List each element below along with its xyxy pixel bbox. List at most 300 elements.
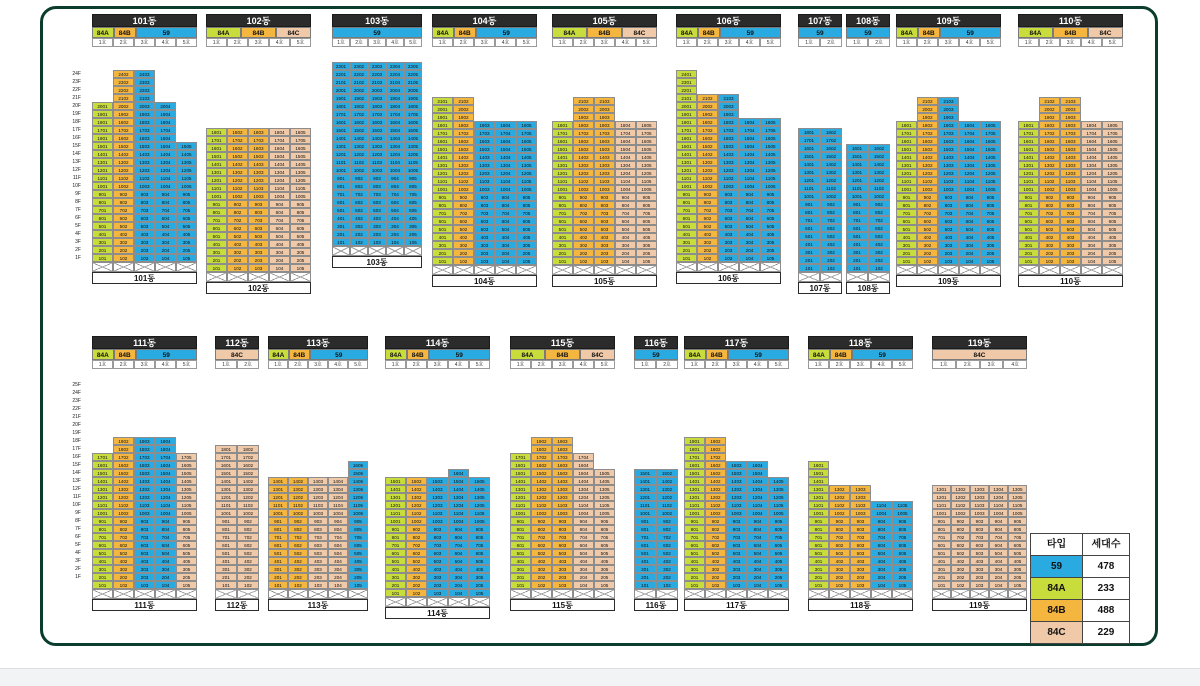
unit-cell[interactable]: 1703 bbox=[718, 126, 739, 134]
unit-cell[interactable]: 1501 bbox=[798, 152, 820, 160]
unit-cell[interactable]: 1002 bbox=[350, 166, 368, 174]
unit-cell[interactable]: 201 bbox=[510, 573, 531, 581]
unit-cell[interactable]: 1301 bbox=[92, 158, 113, 166]
unit-cell[interactable]: 603 bbox=[594, 217, 615, 225]
unit-cell[interactable]: 1404 bbox=[495, 153, 516, 161]
unit-cell[interactable]: 402 bbox=[917, 233, 938, 241]
unit-cell[interactable]: 1502 bbox=[227, 152, 248, 160]
unit-cell[interactable]: 1104 bbox=[739, 174, 760, 182]
unit-cell[interactable]: 1304 bbox=[448, 493, 469, 501]
unit-cell[interactable]: 904 bbox=[747, 517, 768, 525]
unit-cell[interactable]: 1502 bbox=[705, 469, 726, 477]
unit-cell[interactable]: 1801 bbox=[332, 102, 350, 110]
unit-cell[interactable]: 1704 bbox=[495, 129, 516, 137]
unit-cell[interactable]: 501 bbox=[798, 232, 820, 240]
unit-cell[interactable]: 1705 bbox=[404, 110, 422, 118]
unit-cell[interactable]: 2102 bbox=[917, 97, 938, 105]
unit-cell[interactable]: 802 bbox=[868, 208, 890, 216]
unit-cell[interactable]: 501 bbox=[332, 206, 350, 214]
unit-cell[interactable]: 304 bbox=[495, 241, 516, 249]
unit-cell[interactable]: 805 bbox=[469, 533, 490, 541]
unit-cell[interactable]: 1104 bbox=[573, 501, 594, 509]
unit-cell[interactable]: 802 bbox=[705, 525, 726, 533]
unit-cell[interactable]: 304 bbox=[747, 565, 768, 573]
unit-cell[interactable]: 503 bbox=[726, 549, 747, 557]
unit-cell[interactable]: 104 bbox=[739, 254, 760, 262]
unit-cell[interactable]: 301 bbox=[808, 565, 829, 573]
unit-cell[interactable]: 605 bbox=[176, 214, 197, 222]
unit-cell[interactable]: 803 bbox=[427, 533, 448, 541]
unit-cell[interactable]: 804 bbox=[495, 201, 516, 209]
unit-cell[interactable]: 1701 bbox=[206, 136, 227, 144]
unit-cell[interactable]: 702 bbox=[1039, 209, 1060, 217]
unit-cell[interactable]: 504 bbox=[747, 549, 768, 557]
unit-cell[interactable]: 1204 bbox=[328, 493, 348, 501]
unit-cell[interactable]: 805 bbox=[516, 201, 537, 209]
unit-cell[interactable]: 1104 bbox=[495, 177, 516, 185]
unit-cell[interactable]: 502 bbox=[917, 225, 938, 233]
unit-cell[interactable]: 803 bbox=[938, 201, 959, 209]
unit-cell[interactable]: 801 bbox=[215, 525, 237, 533]
unit-cell[interactable]: 1602 bbox=[868, 144, 890, 152]
unit-cell[interactable]: 1002 bbox=[237, 509, 259, 517]
unit-cell[interactable]: 403 bbox=[427, 565, 448, 573]
unit-cell[interactable]: 305 bbox=[469, 573, 490, 581]
unit-cell[interactable]: 1604 bbox=[573, 461, 594, 469]
unit-cell[interactable]: 301 bbox=[510, 565, 531, 573]
unit-cell[interactable]: 1204 bbox=[739, 166, 760, 174]
unit-cell[interactable]: 703 bbox=[368, 190, 386, 198]
unit-cell[interactable]: 802 bbox=[1039, 201, 1060, 209]
unit-cell[interactable]: 204 bbox=[615, 249, 636, 257]
unit-cell[interactable]: 1104 bbox=[615, 177, 636, 185]
unit-cell[interactable]: 103 bbox=[474, 257, 495, 265]
unit-cell[interactable]: 1303 bbox=[938, 161, 959, 169]
unit-cell[interactable]: 1201 bbox=[215, 493, 237, 501]
unit-cell[interactable]: 1304 bbox=[155, 485, 176, 493]
unit-cell[interactable]: 504 bbox=[1081, 225, 1102, 233]
unit-cell[interactable]: 1302 bbox=[1039, 161, 1060, 169]
unit-cell[interactable]: 801 bbox=[798, 208, 820, 216]
unit-cell[interactable]: 1603 bbox=[474, 137, 495, 145]
unit-cell[interactable]: 1304 bbox=[747, 485, 768, 493]
unit-cell[interactable]: 704 bbox=[573, 533, 594, 541]
unit-cell[interactable]: 103 bbox=[594, 257, 615, 265]
unit-cell[interactable]: 1704 bbox=[1081, 129, 1102, 137]
unit-cell[interactable]: 904 bbox=[871, 517, 892, 525]
unit-cell[interactable]: 304 bbox=[573, 565, 594, 573]
unit-cell[interactable]: 1003 bbox=[850, 509, 871, 517]
unit-cell[interactable]: 203 bbox=[718, 246, 739, 254]
unit-cell[interactable]: 904 bbox=[155, 190, 176, 198]
unit-cell[interactable]: 901 bbox=[808, 517, 829, 525]
unit-cell[interactable]: 1702 bbox=[705, 453, 726, 461]
unit-cell[interactable]: 702 bbox=[697, 206, 718, 214]
unit-cell[interactable]: 1205 bbox=[348, 493, 368, 501]
unit-cell[interactable]: 801 bbox=[846, 208, 868, 216]
unit-cell[interactable]: 1803 bbox=[552, 445, 573, 453]
unit-cell[interactable]: 1803 bbox=[248, 128, 269, 136]
unit-cell[interactable]: 302 bbox=[829, 565, 850, 573]
unit-cell[interactable]: 404 bbox=[739, 230, 760, 238]
unit-cell[interactable]: 1102 bbox=[868, 184, 890, 192]
unit-cell[interactable]: 902 bbox=[829, 517, 850, 525]
unit-cell[interactable]: 1701 bbox=[896, 129, 917, 137]
unit-cell[interactable]: 501 bbox=[215, 549, 237, 557]
unit-cell[interactable]: 803 bbox=[1060, 201, 1081, 209]
unit-cell[interactable]: 1803 bbox=[718, 118, 739, 126]
unit-cell[interactable]: 501 bbox=[1018, 225, 1039, 233]
unit-cell[interactable]: 102 bbox=[705, 581, 726, 589]
unit-cell[interactable]: 1602 bbox=[1039, 137, 1060, 145]
unit-cell[interactable]: 403 bbox=[718, 230, 739, 238]
unit-cell[interactable]: 401 bbox=[332, 214, 350, 222]
unit-cell[interactable]: 904 bbox=[495, 193, 516, 201]
unit-cell[interactable]: 1101 bbox=[846, 184, 868, 192]
unit-cell[interactable]: 404 bbox=[495, 233, 516, 241]
unit-cell[interactable]: 1001 bbox=[206, 192, 227, 200]
unit-cell[interactable]: 1804 bbox=[959, 121, 980, 129]
unit-cell[interactable]: 901 bbox=[846, 200, 868, 208]
unit-cell[interactable]: 1201 bbox=[634, 493, 656, 501]
unit-cell[interactable]: 302 bbox=[288, 565, 308, 573]
unit-cell[interactable]: 1802 bbox=[113, 445, 134, 453]
unit-cell[interactable]: 1202 bbox=[406, 501, 427, 509]
unit-cell[interactable]: 401 bbox=[206, 240, 227, 248]
unit-cell[interactable]: 1801 bbox=[676, 118, 697, 126]
unit-cell[interactable]: 2403 bbox=[134, 70, 155, 78]
building-footer-label[interactable]: 112동 bbox=[215, 599, 259, 611]
unit-cell[interactable]: 1802 bbox=[453, 121, 474, 129]
unit-cell[interactable]: 1004 bbox=[1081, 185, 1102, 193]
unit-cell[interactable]: 1703 bbox=[552, 453, 573, 461]
unit-cell[interactable]: 502 bbox=[406, 557, 427, 565]
unit-cell[interactable]: 605 bbox=[768, 541, 789, 549]
unit-cell[interactable]: 1301 bbox=[268, 485, 288, 493]
unit-cell[interactable]: 1201 bbox=[332, 150, 350, 158]
unit-cell[interactable]: 204 bbox=[739, 246, 760, 254]
unit-cell[interactable]: 802 bbox=[113, 198, 134, 206]
unit-cell[interactable]: 202 bbox=[113, 573, 134, 581]
unit-cell[interactable]: 601 bbox=[510, 541, 531, 549]
unit-cell[interactable]: 1005 bbox=[516, 185, 537, 193]
unit-cell[interactable]: 1803 bbox=[134, 445, 155, 453]
unit-cell[interactable]: 1603 bbox=[938, 137, 959, 145]
unit-cell[interactable]: 1205 bbox=[1008, 493, 1027, 501]
unit-cell[interactable]: 2103 bbox=[1060, 97, 1081, 105]
unit-cell[interactable]: 1402 bbox=[697, 150, 718, 158]
unit-cell[interactable]: 1601 bbox=[896, 137, 917, 145]
unit-cell[interactable]: 402 bbox=[573, 233, 594, 241]
unit-cell[interactable]: 202 bbox=[705, 573, 726, 581]
unit-cell[interactable]: 1503 bbox=[726, 469, 747, 477]
unit-cell[interactable]: 102 bbox=[656, 581, 678, 589]
unit-cell[interactable]: 2103 bbox=[938, 97, 959, 105]
unit-cell[interactable]: 705 bbox=[176, 206, 197, 214]
unit-cell[interactable]: 1001 bbox=[896, 185, 917, 193]
unit-cell[interactable]: 604 bbox=[495, 217, 516, 225]
unit-cell[interactable]: 1101 bbox=[798, 184, 820, 192]
unit-cell[interactable]: 1005 bbox=[1008, 509, 1027, 517]
unit-cell[interactable]: 1902 bbox=[1039, 113, 1060, 121]
unit-cell[interactable]: 1201 bbox=[268, 493, 288, 501]
unit-cell[interactable]: 403 bbox=[970, 557, 989, 565]
unit-cell[interactable]: 1802 bbox=[820, 128, 842, 136]
building-title[interactable]: 109동 bbox=[896, 14, 1001, 27]
unit-cell[interactable]: 504 bbox=[739, 222, 760, 230]
unit-cell[interactable]: 605 bbox=[1008, 541, 1027, 549]
unit-cell[interactable]: 1303 bbox=[427, 493, 448, 501]
unit-cell[interactable]: 1501 bbox=[92, 469, 113, 477]
unit-cell[interactable]: 1703 bbox=[594, 129, 615, 137]
unit-cell[interactable]: 1505 bbox=[469, 477, 490, 485]
unit-cell[interactable]: 103 bbox=[718, 254, 739, 262]
unit-cell[interactable]: 1201 bbox=[684, 493, 705, 501]
unit-cell[interactable]: 1301 bbox=[385, 493, 406, 501]
unit-cell[interactable]: 1702 bbox=[573, 129, 594, 137]
unit-cell[interactable]: 104 bbox=[615, 257, 636, 265]
unit-cell[interactable]: 105 bbox=[469, 589, 490, 597]
unit-cell[interactable]: 1002 bbox=[868, 192, 890, 200]
unit-cell[interactable]: 603 bbox=[850, 541, 871, 549]
unit-cell[interactable]: 704 bbox=[155, 533, 176, 541]
unit-cell[interactable]: 705 bbox=[594, 533, 615, 541]
unit-cell[interactable]: 1502 bbox=[237, 469, 259, 477]
unit-cell[interactable]: 102 bbox=[1039, 257, 1060, 265]
unit-cell[interactable]: 1201 bbox=[552, 169, 573, 177]
unit-cell[interactable]: 501 bbox=[846, 232, 868, 240]
unit-cell[interactable]: 603 bbox=[552, 541, 573, 549]
unit-cell[interactable]: 1103 bbox=[427, 509, 448, 517]
unit-cell[interactable]: 201 bbox=[215, 573, 237, 581]
unit-cell[interactable]: 1701 bbox=[798, 136, 820, 144]
unit-cell[interactable]: 1705 bbox=[636, 129, 657, 137]
unit-cell[interactable]: 1103 bbox=[474, 177, 495, 185]
unit-cell[interactable]: 1002 bbox=[829, 509, 850, 517]
unit-cell[interactable]: 1101 bbox=[808, 501, 829, 509]
unit-cell[interactable]: 1105 bbox=[176, 174, 197, 182]
unit-cell[interactable]: 1604 bbox=[155, 461, 176, 469]
unit-cell[interactable]: 1202 bbox=[113, 493, 134, 501]
unit-cell[interactable]: 1605 bbox=[1102, 137, 1123, 145]
unit-cell[interactable]: 1301 bbox=[676, 158, 697, 166]
unit-cell[interactable]: 1302 bbox=[705, 485, 726, 493]
unit-cell[interactable]: 1603 bbox=[368, 118, 386, 126]
unit-cell[interactable]: 604 bbox=[386, 198, 404, 206]
unit-cell[interactable]: 202 bbox=[406, 581, 427, 589]
unit-cell[interactable]: 1001 bbox=[510, 509, 531, 517]
unit-cell[interactable]: 1204 bbox=[959, 169, 980, 177]
unit-cell[interactable]: 501 bbox=[896, 225, 917, 233]
unit-cell[interactable]: 1801 bbox=[1018, 121, 1039, 129]
unit-cell[interactable]: 802 bbox=[288, 525, 308, 533]
unit-cell[interactable]: 1203 bbox=[726, 493, 747, 501]
unit-cell[interactable]: 1004 bbox=[448, 517, 469, 525]
unit-cell[interactable]: 2003 bbox=[134, 102, 155, 110]
unit-cell[interactable]: 1003 bbox=[552, 509, 573, 517]
unit-cell[interactable]: 502 bbox=[829, 549, 850, 557]
unit-cell[interactable]: 1704 bbox=[959, 129, 980, 137]
unit-cell[interactable]: 705 bbox=[1102, 209, 1123, 217]
unit-cell[interactable]: 503 bbox=[850, 549, 871, 557]
unit-cell[interactable]: 505 bbox=[594, 549, 615, 557]
unit-cell[interactable]: 1003 bbox=[368, 166, 386, 174]
unit-cell[interactable]: 305 bbox=[1102, 241, 1123, 249]
unit-cell[interactable]: 301 bbox=[92, 565, 113, 573]
unit-cell[interactable]: 2003 bbox=[594, 105, 615, 113]
unit-cell[interactable]: 1305 bbox=[469, 493, 490, 501]
unit-cell[interactable]: 903 bbox=[938, 193, 959, 201]
unit-cell[interactable]: 1301 bbox=[92, 485, 113, 493]
unit-cell[interactable]: 1405 bbox=[348, 477, 368, 485]
unit-cell[interactable]: 1001 bbox=[92, 182, 113, 190]
unit-cell[interactable]: 1403 bbox=[134, 150, 155, 158]
building-footer-label[interactable]: 104동 bbox=[432, 275, 537, 287]
unit-cell[interactable]: 1302 bbox=[237, 485, 259, 493]
unit-cell[interactable]: 301 bbox=[268, 565, 288, 573]
unit-cell[interactable]: 1901 bbox=[676, 110, 697, 118]
unit-cell[interactable]: 1102 bbox=[350, 158, 368, 166]
unit-cell[interactable]: 1505 bbox=[176, 142, 197, 150]
unit-cell[interactable]: 802 bbox=[829, 525, 850, 533]
unit-cell[interactable]: 1105 bbox=[1102, 177, 1123, 185]
unit-cell[interactable]: 403 bbox=[938, 233, 959, 241]
unit-cell[interactable]: 1204 bbox=[495, 169, 516, 177]
unit-cell[interactable]: 1305 bbox=[348, 485, 368, 493]
unit-cell[interactable]: 1501 bbox=[684, 469, 705, 477]
unit-cell[interactable]: 905 bbox=[290, 200, 311, 208]
unit-cell[interactable]: 403 bbox=[1060, 233, 1081, 241]
unit-cell[interactable]: 401 bbox=[798, 240, 820, 248]
unit-cell[interactable]: 1505 bbox=[516, 145, 537, 153]
unit-cell[interactable]: 501 bbox=[432, 225, 453, 233]
unit-cell[interactable]: 501 bbox=[634, 549, 656, 557]
unit-cell[interactable]: 201 bbox=[1018, 249, 1039, 257]
unit-cell[interactable]: 805 bbox=[176, 525, 197, 533]
unit-cell[interactable]: 1004 bbox=[959, 185, 980, 193]
unit-cell[interactable]: 1503 bbox=[368, 126, 386, 134]
unit-cell[interactable]: 404 bbox=[328, 557, 348, 565]
unit-cell[interactable]: 1202 bbox=[1039, 169, 1060, 177]
unit-cell[interactable]: 1801 bbox=[684, 445, 705, 453]
unit-cell[interactable]: 1002 bbox=[113, 509, 134, 517]
unit-cell[interactable]: 101 bbox=[432, 257, 453, 265]
unit-cell[interactable]: 1301 bbox=[432, 161, 453, 169]
unit-cell[interactable]: 204 bbox=[573, 573, 594, 581]
unit-cell[interactable]: 303 bbox=[427, 573, 448, 581]
unit-cell[interactable]: 504 bbox=[959, 225, 980, 233]
unit-cell[interactable]: 1302 bbox=[820, 168, 842, 176]
unit-cell[interactable]: 1503 bbox=[427, 477, 448, 485]
unit-cell[interactable]: 505 bbox=[768, 549, 789, 557]
unit-cell[interactable]: 403 bbox=[368, 214, 386, 222]
unit-cell[interactable]: 1403 bbox=[718, 150, 739, 158]
unit-cell[interactable]: 201 bbox=[432, 249, 453, 257]
unit-cell[interactable]: 1103 bbox=[134, 501, 155, 509]
unit-cell[interactable]: 804 bbox=[747, 525, 768, 533]
unit-cell[interactable]: 2001 bbox=[676, 102, 697, 110]
unit-cell[interactable]: 705 bbox=[980, 209, 1001, 217]
unit-cell[interactable]: 604 bbox=[871, 541, 892, 549]
unit-cell[interactable]: 904 bbox=[155, 517, 176, 525]
unit-cell[interactable]: 905 bbox=[176, 190, 197, 198]
unit-cell[interactable]: 1404 bbox=[739, 150, 760, 158]
unit-cell[interactable]: 1405 bbox=[636, 153, 657, 161]
unit-cell[interactable]: 604 bbox=[959, 217, 980, 225]
unit-cell[interactable]: 102 bbox=[573, 257, 594, 265]
unit-cell[interactable]: 402 bbox=[705, 557, 726, 565]
unit-cell[interactable]: 2002 bbox=[453, 105, 474, 113]
unit-cell[interactable]: 304 bbox=[739, 238, 760, 246]
unit-cell[interactable]: 1104 bbox=[871, 501, 892, 509]
unit-cell[interactable]: 504 bbox=[989, 549, 1008, 557]
unit-cell[interactable]: 1005 bbox=[290, 192, 311, 200]
unit-cell[interactable]: 704 bbox=[871, 533, 892, 541]
unit-cell[interactable]: 1304 bbox=[989, 485, 1008, 493]
unit-cell[interactable]: 1602 bbox=[350, 118, 368, 126]
unit-cell[interactable]: 1203 bbox=[552, 493, 573, 501]
unit-cell[interactable]: 1702 bbox=[113, 453, 134, 461]
unit-cell[interactable]: 1105 bbox=[594, 501, 615, 509]
unit-cell[interactable]: 804 bbox=[615, 201, 636, 209]
unit-cell[interactable]: 903 bbox=[248, 200, 269, 208]
unit-cell[interactable]: 705 bbox=[1008, 533, 1027, 541]
unit-cell[interactable]: 702 bbox=[113, 533, 134, 541]
unit-cell[interactable]: 204 bbox=[155, 246, 176, 254]
unit-cell[interactable]: 805 bbox=[348, 525, 368, 533]
unit-cell[interactable]: 704 bbox=[747, 533, 768, 541]
unit-cell[interactable]: 502 bbox=[951, 549, 970, 557]
unit-cell[interactable]: 405 bbox=[594, 557, 615, 565]
unit-cell[interactable]: 801 bbox=[268, 525, 288, 533]
unit-cell[interactable]: 402 bbox=[113, 557, 134, 565]
unit-cell[interactable]: 503 bbox=[474, 225, 495, 233]
unit-cell[interactable]: 103 bbox=[552, 581, 573, 589]
unit-cell[interactable]: 605 bbox=[594, 541, 615, 549]
unit-cell[interactable]: 505 bbox=[176, 222, 197, 230]
unit-cell[interactable]: 603 bbox=[248, 224, 269, 232]
unit-cell[interactable]: 1602 bbox=[820, 144, 842, 152]
unit-cell[interactable]: 202 bbox=[697, 246, 718, 254]
unit-cell[interactable]: 1604 bbox=[959, 137, 980, 145]
unit-cell[interactable]: 702 bbox=[820, 216, 842, 224]
unit-cell[interactable]: 301 bbox=[215, 565, 237, 573]
unit-cell[interactable]: 402 bbox=[1039, 233, 1060, 241]
unit-cell[interactable]: 1604 bbox=[739, 134, 760, 142]
unit-cell[interactable]: 1603 bbox=[552, 461, 573, 469]
unit-cell[interactable]: 1602 bbox=[113, 134, 134, 142]
unit-cell[interactable]: 1302 bbox=[406, 493, 427, 501]
unit-cell[interactable]: 901 bbox=[684, 517, 705, 525]
building-title[interactable]: 108동 bbox=[846, 14, 890, 27]
unit-cell[interactable]: 903 bbox=[850, 517, 871, 525]
unit-cell[interactable]: 2101 bbox=[432, 97, 453, 105]
unit-cell[interactable]: 1502 bbox=[868, 152, 890, 160]
unit-cell[interactable]: 701 bbox=[634, 533, 656, 541]
unit-cell[interactable]: 1705 bbox=[980, 129, 1001, 137]
unit-cell[interactable]: 1302 bbox=[227, 168, 248, 176]
unit-cell[interactable]: 1101 bbox=[510, 501, 531, 509]
unit-cell[interactable]: 2104 bbox=[386, 78, 404, 86]
unit-cell[interactable]: 1105 bbox=[516, 177, 537, 185]
unit-cell[interactable]: 1103 bbox=[248, 184, 269, 192]
unit-cell[interactable]: 1802 bbox=[350, 102, 368, 110]
unit-cell[interactable]: 1203 bbox=[718, 166, 739, 174]
unit-cell[interactable]: 704 bbox=[1081, 209, 1102, 217]
unit-cell[interactable]: 301 bbox=[206, 248, 227, 256]
unit-cell[interactable]: 1801 bbox=[798, 128, 820, 136]
unit-cell[interactable]: 302 bbox=[573, 241, 594, 249]
